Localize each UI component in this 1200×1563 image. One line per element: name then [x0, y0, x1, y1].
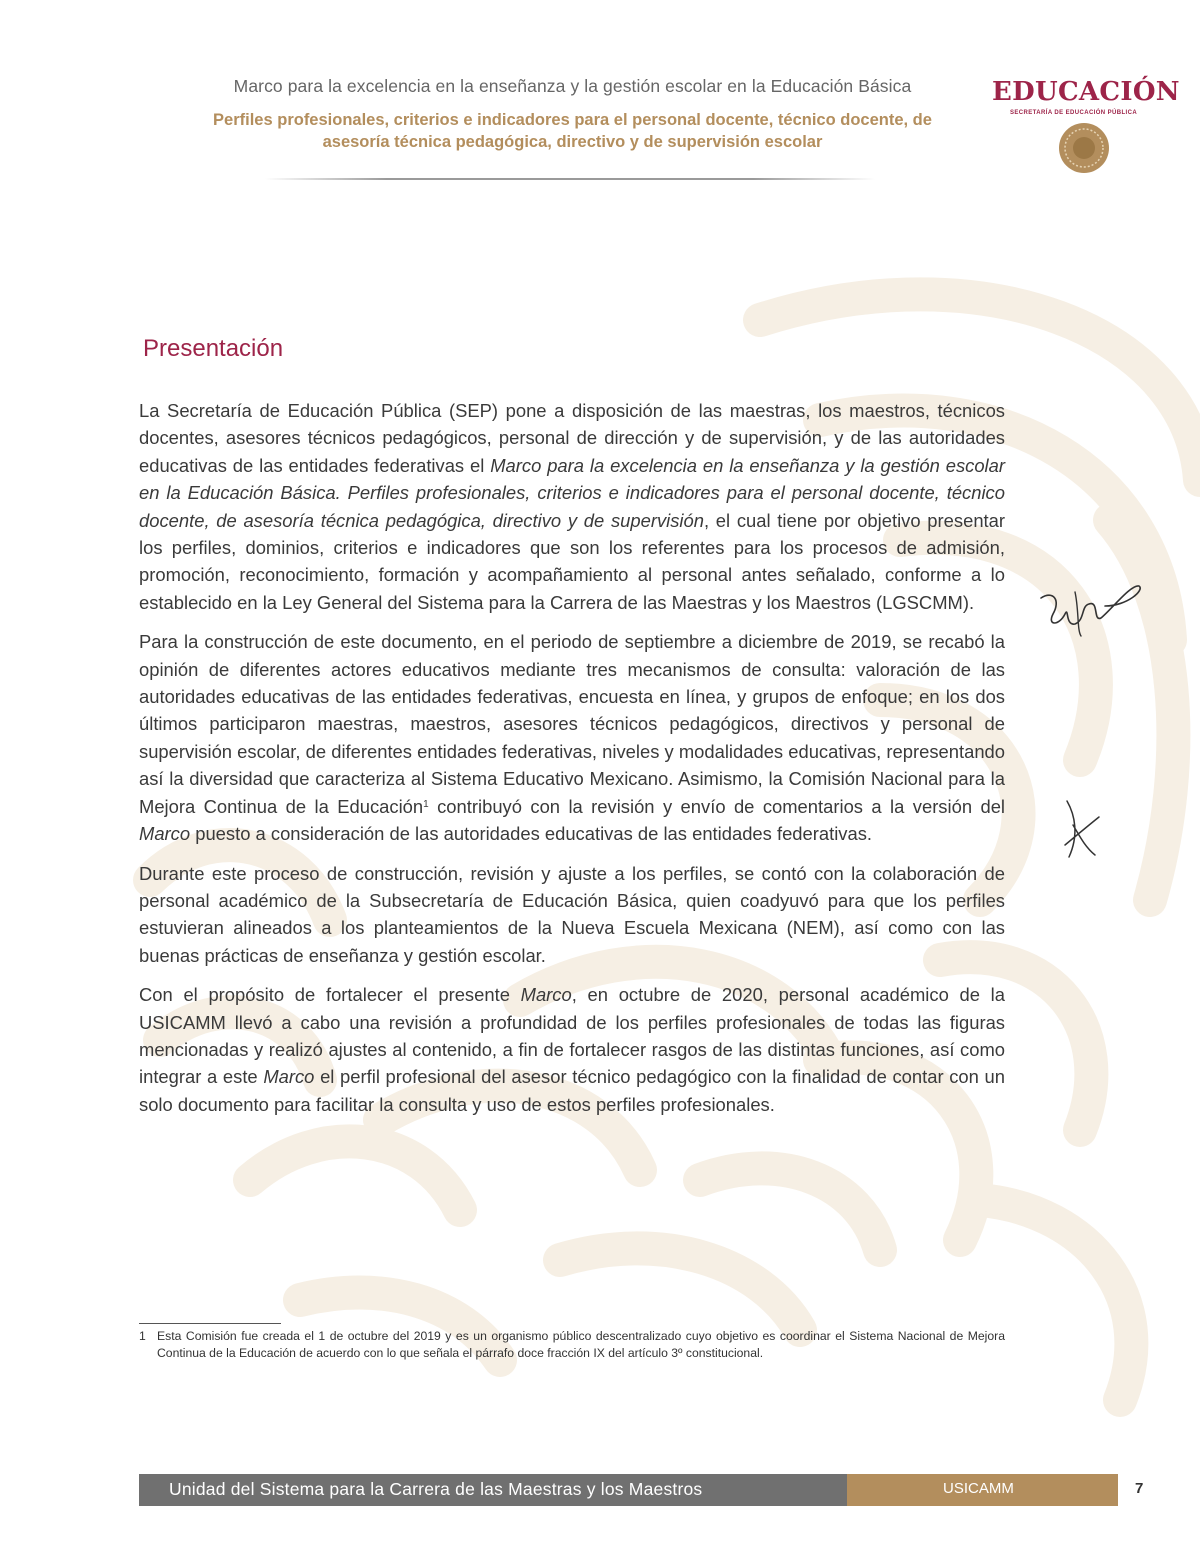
- paragraph-2: [139, 628, 1005, 847]
- seal-icon: [1057, 121, 1111, 175]
- paragraph-3: Durante este proceso de construcción, revisión y ajuste a los perfiles, se contó con la colaboración de personal académico de la Subsecretaría de Educación Básica, quien coadyuvó para que los perfiles estuvieran alineados a los planteamientos de la Nueva Escuela Mexicana (NEM), así como con las buenas prácticas de enseñanza y gestión escolar.: [139, 862, 1005, 966]
- paragraph-2-text-b: contribuyó con la revisión y envío de comentarios a la versión del: [428, 795, 1006, 817]
- paragraph-4-italic-d: Marco: [263, 1066, 315, 1088]
- paragraph-2-text-a: Para la construcción de este documento, en el periodo de septiembre a diciembre de 2019, se recabó la opinión de diferentes actores educativos mediante tres mecanismos de consulta: valoración de las autoridades educativas de las entidades federativas, encuesta en línea, y grupos de enfoque; en los dos últimos participaron maestras, maestros, asesores técnicos pedagógicos, directivos y personal de supervisión escolar, de diferentes entidades federativas, niveles y modalidades educativas, representando así la diversidad que caracteriza al Sistema Educativo Mexicano. Asimismo, la Comisión Nacional para la Mejora Continua de la Educación: [139, 631, 1005, 817]
- signature-mark: [1035, 570, 1145, 640]
- footnote-divider: [139, 1323, 281, 1324]
- footer-tag: [847, 1474, 1118, 1506]
- paragraph-1-italic-title: Marco para la excelencia en la enseñanza y la gestión escolar en la Educación Básica. Perfiles profesionales, criterios e indicadores para el personal docente, técnico docente, de asesoría técnica pedagógica, directivo y de supervisión: [139, 454, 1005, 531]
- logo-subtitle: SECRETARÍA DE EDUCACIÓN PÚBLICA: [1010, 110, 1138, 116]
- paragraph-4: [139, 981, 1005, 1118]
- footnote-ref[interactable]: 1: [423, 798, 429, 810]
- paragraph-1: [139, 397, 1005, 616]
- body-text: [139, 397, 1005, 1130]
- paragraph-2-text-d: puesto a consideración de las autoridades educativas de las entidades federativas.: [190, 823, 873, 845]
- footer-acronym: USICAMM: [943, 1480, 1014, 1497]
- footer-bar: [139, 1474, 847, 1506]
- footnote-number: 1: [139, 1329, 146, 1343]
- paragraph-2-italic: Marco: [139, 823, 191, 845]
- paragraph-4-text-a: Con el propósito de fortalecer el presente: [139, 984, 521, 1006]
- footer-unit-name: Unidad del Sistema para la Carrera de las Maestras y los Maestros: [169, 1479, 703, 1499]
- document-subtitle: Perfiles profesionales, criterios e indicadores para el personal docente, técnico docente, de asesoría técnica pedagógica, directivo y de supervisión escolar: [213, 111, 932, 151]
- footnote-text: Esta Comisión fue creada el 1 de octubre del 2019 y es un organismo público descentralizado cuyo objetivo es coordinar el Sistema Nacional de Mejora Continua de la Educación de acuerdo con lo que señala el párrafo doce fracción IX del artículo 3º constitucional.: [157, 1329, 1005, 1360]
- paragraph-4-italic-b: Marco: [520, 984, 572, 1006]
- paragraph-1-text-a: La Secretaría de Educación Pública (SEP) pone a disposición de las maestras, los maestros, técnicos docentes, asesores técnicos pedagógicos, personal de dirección y de supervisión, y de las autoridades educativas de las entidades federativas el: [139, 400, 1005, 476]
- initials-mark: [1055, 795, 1105, 865]
- paragraph-4-text-e: el perfil profesional del asesor técnico pedagógico con la finalidad de contar con un solo documento para facilitar la consulta y uso de estos perfiles profesionales.: [139, 1066, 1005, 1115]
- page-number: 7: [1135, 1480, 1144, 1497]
- footnote: [139, 1328, 1005, 1361]
- paragraph-1-text-c: , el cual tiene por objetivo presentar los perfiles, dominios, criterios e indicadores que son los referentes para los procesos de admisión, promoción, reconocimiento, formación y acompañamiento al personal antes señalado, conforme a lo establecido en la Ley General del Sistema para la Carrera de las Maestras y los Maestros (LGSCMM).: [139, 509, 1006, 613]
- header-divider: [265, 178, 875, 180]
- paragraph-4-text-c: , en octubre de 2020, personal académico de la USICAMM llevó a cabo una revisión a profundidad de los perfiles profesionales de todas las figuras mencionadas y realizó ajustes al contenido, a fin de fortalecer rasgos de las distintas funciones, así como integrar a este: [139, 984, 1005, 1088]
- section-title: Presentación: [143, 335, 284, 362]
- document-title: Marco para la excelencia en la enseñanza y la gestión escolar en la Educación Básica: [233, 76, 912, 96]
- logo-wordmark: EDUCACIÓN: [992, 77, 1180, 107]
